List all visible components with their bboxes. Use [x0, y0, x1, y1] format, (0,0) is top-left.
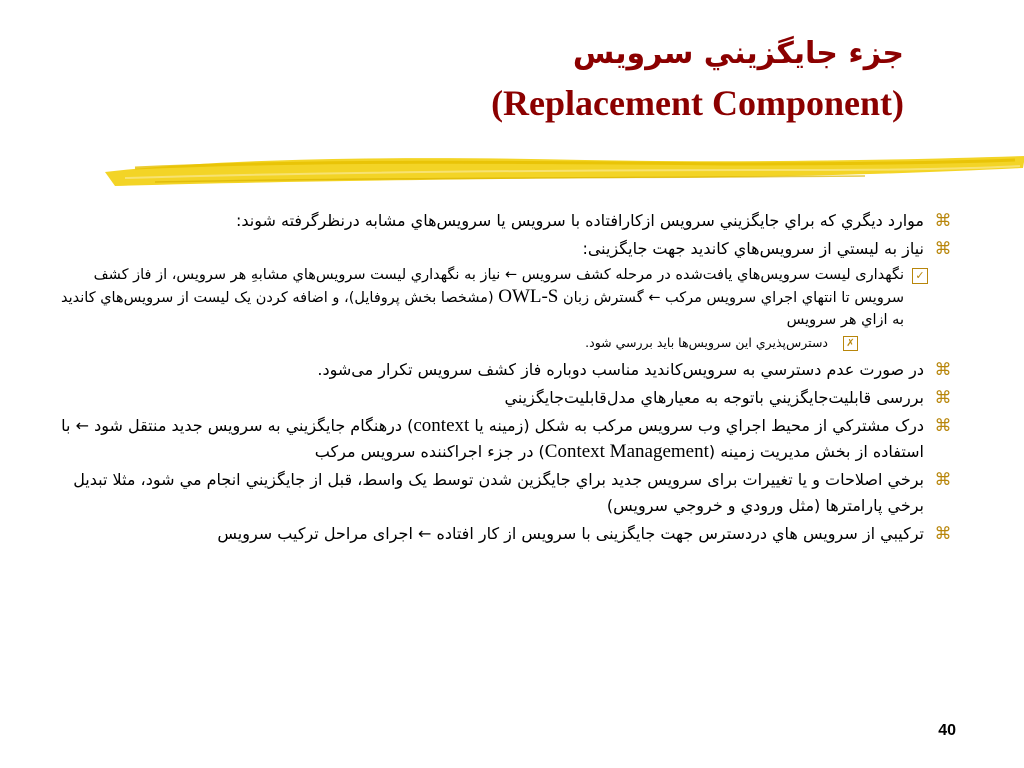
- sub-item-english-term: OWL-S: [498, 286, 559, 307]
- command-key-icon: ⌘: [934, 239, 952, 259]
- list-item-text: موارد ديگري كه براي جايگزيني سرويس ازكارافتاده با سرويس يا سرويس‌هاي مشابه درنظرگرفته شوند:: [235, 211, 924, 230]
- sub-sub-list-item: [60, 333, 958, 353]
- list-item: [60, 521, 958, 547]
- command-key-icon: ⌘: [934, 416, 952, 436]
- checkbox-icon: ✓: [912, 268, 928, 284]
- command-key-icon: ⌘: [934, 524, 952, 544]
- list-item-english-term: Context Management: [544, 441, 709, 462]
- list-item-text-part3: ) در جزء اجراکننده سرويس مرکب: [314, 442, 545, 461]
- title-underline-brushstroke: [105, 148, 1024, 192]
- command-key-icon: ⌘: [934, 360, 952, 380]
- list-item: [60, 208, 958, 234]
- list-item: [60, 385, 958, 411]
- slide-title-english: (Replacement Component): [491, 83, 904, 123]
- list-item: [60, 236, 958, 262]
- slide-title-persian: جزء جايگزيني سرويس: [572, 36, 904, 71]
- sub-item-text-part1: نگهداری ليست سرويس‌هاي يافت‌شده در مرحله كشف سرويس ← نياز به نگهداري ليست سرويس‌هاي مشابهِ هر سرويس، از فاز كشف سرويس تا انتهاي اجراي سرويس مركب ← گسترش زبان: [93, 267, 904, 306]
- list-item-text: بررسی قابليت‌جايگزيني باتوجه به معيارهاي مدل‌قابليت‌جايگزيني: [504, 388, 924, 407]
- list-item-text: در صورت عدم دسترسي به سرويس‌كانديد مناسب دوباره فاز كشف سرويس تكرار می‌شود.: [317, 360, 924, 379]
- command-key-icon: ⌘: [934, 211, 952, 231]
- list-item-text: نياز به ليستي از سرويس‌هاي كانديد جهت جايگزينی:: [582, 239, 924, 258]
- slide-title-block: [204, 28, 904, 126]
- command-key-icon: ⌘: [934, 470, 952, 490]
- page-number: 40: [938, 722, 956, 739]
- list-item-text: تركيبي از سرويس هاي دردسترس جهت جايگزينی با سرويس از كار افتاده ← اجرای مراحل تركيب سرويس: [217, 524, 924, 543]
- sub-sub-item-text: دسترس‌پذيري اين سرويس‌ها بايد بررسي شود.: [585, 335, 828, 350]
- list-item: [60, 357, 958, 383]
- crossbox-icon: ✗: [843, 336, 858, 351]
- list-item: [60, 413, 958, 465]
- slide-content: [60, 208, 958, 549]
- list-item-text-part1: درک مشترکي از محيط اجراي وب سرويس مرکب به شکل (زمينه يا: [469, 416, 924, 435]
- command-key-icon: ⌘: [934, 388, 952, 408]
- list-item-english-term: context: [413, 415, 470, 436]
- sub-item-text-part2: (مشخصا بخش پروفايل)، و اضافه كردن يک ليست از سرويس‌هاي كانديد به ازاي هر سرويس: [60, 290, 904, 328]
- list-item-text: برخي اصلاحات و يا تغييرات برای سرويس جديد براي جايگزين شدن توسط یک واسط، قبل از جايگزيني انجام مي شود، مثلا تبديل برخي پارامترها (مثل ورودي و خروجي سرويس): [73, 470, 924, 515]
- list-item-text-part2: ) درهنگام جايگزيني به سرويس جديد منتقل شود ← با استفاده از بخش مديريت زمينه (: [61, 416, 924, 461]
- sub-list-item: [60, 264, 958, 331]
- list-item: [60, 467, 958, 519]
